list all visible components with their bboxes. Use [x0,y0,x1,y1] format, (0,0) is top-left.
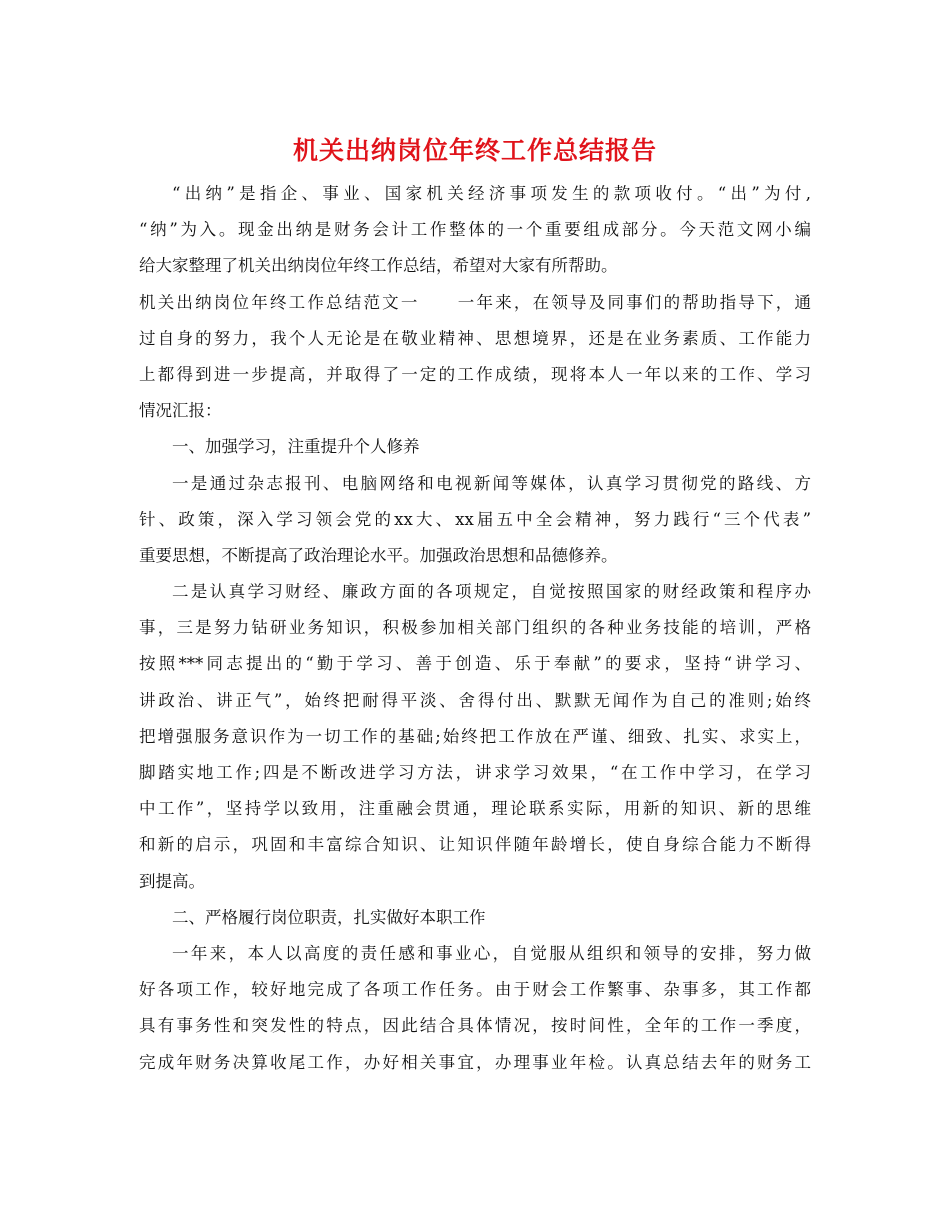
text-line: 二是认真学习财经、廉政方面的各项规定，自觉按照国家的财经政策和程序办 [172,582,811,602]
text-line: 上都得到进一步提高，并取得了一定的工作成绩，现将本人一年以来的工作、学习 [139,364,811,384]
text-line: “出纳”是指企、事业、国家机关经济事项发生的款项收付。“出”为付, [172,184,811,203]
text-line: 脚踏实地工作;四是不断改进学习方法，讲求学习效果，“在工作中学习，在学习 [139,763,811,782]
text-line: 把增强服务意识作为一切工作的基础;始终把工作放在严谨、细致、扎实、求实上， [139,726,811,746]
text-line [139,285,811,321]
text-line: “纳”为入。现金出纳是财务会计工作整体的一个重要组成部分。今天范文网小编 [139,220,811,240]
text-line: 和新的启示，巩固和丰富综合知识、让知识伴随年龄增长，使自身综合能力不断得 [139,835,811,855]
text-line: 好各项工作，较好地完成了各项工作任务。由于财会工作繁事、杂事多，其工作都 [139,980,811,1000]
text-line: 到提高。 [139,871,205,891]
text-line: 按照***同志提出的“勤于学习、善于创造、乐于奉献”的要求，坚持“讲学习、 [139,654,811,674]
text-line: 重要思想，不断提高了政治理论水平。加强政治思想和品德修养。 [139,545,618,565]
text-line: 给大家整理了机关出纳岗位年终工作总结，希望对大家有所帮助。 [139,256,618,276]
text-line: 中工作”，坚持学以致用，注重融会贯通，理论联系实际，用新的知识、新的思维 [139,799,811,819]
text-line: 针、政策，深入学习领会党的xx大、xx届五中全会精神，努力践行“三个代表” [139,509,811,529]
text-line: 具有事务性和突发性的特点，因此结合具体情况，按时间性，全年的工作一季度， [139,1016,811,1036]
text-line: 事，三是努力钻研业务知识，积极参加相关部门组织的各种业务技能的培训，严格 [139,618,811,638]
section-heading-sample-one: 机关出纳岗位年终工作总结范文一 [139,292,420,312]
text-line: 一年来，本人以高度的责任感和事业心，自觉服从组织和领导的安排，努力做 [172,943,811,963]
document-title: 机关出纳岗位年终工作总结报告 [292,136,657,165]
text-run: 一年来，在领导及同事们的帮助指导下，通 [455,292,812,312]
text-line: 完成年财务决算收尾工作，办好相关事宜，办理事业年检。认真总结去年的财务工 [139,1052,811,1072]
text-line: 一是通过杂志报刊、电脑网络和电视新闻等媒体，认真学习贯彻党的路线、方 [172,473,811,493]
text-line: 过自身的努力，我个人无论是在敬业精神、思想境界，还是在业务素质、工作能力 [139,328,811,348]
text-line: 讲政治、讲正气”，始终把耐得平淡、舍得付出、默默无闻作为自己的准则;始终 [139,690,811,710]
text-line: 情况汇报： [139,401,222,421]
section-heading: 一、加强学习，注重提升个人修养 [172,437,420,457]
document-body [139,176,811,1081]
section-heading: 二、严格履行岗位职责，扎实做好本职工作 [172,907,486,927]
